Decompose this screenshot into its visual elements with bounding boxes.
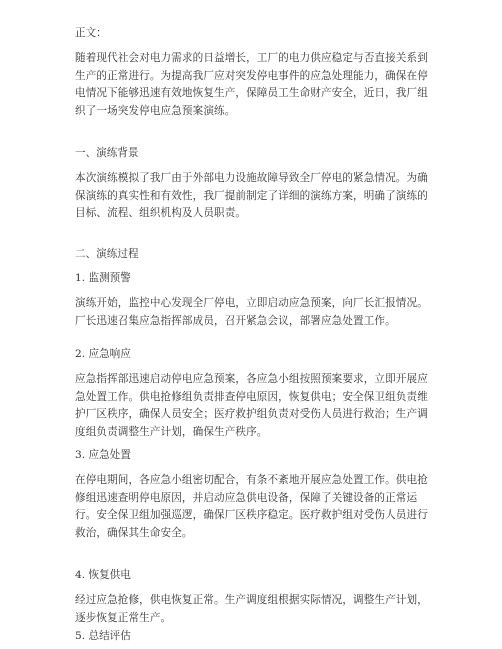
body-label: 正文：	[75, 27, 107, 39]
intro-paragraph: 随着现代社会对电力需求的日益增长，工厂的电力供应稳定与否直接关系到生产的正常进行。为提高我厂应对突发停电事件的应急处理能力，确保在停电情况下能够迅速有效地恢复生产，保障员工生命财产安全，近日，我厂组织了一场突发停电应急预案演练。	[75, 52, 428, 117]
step-body-handling: 在停电期间，各应急小组密切配合，有条不紊地开展应急处置工作。供电抢修组迅速查明停电原因，并启动应急供电设备，保障了关键设备的正常运行。安全保卫组加强巡逻，确保厂区秩序稳定。医疗救护组对受伤人员进行救治，确保其生命安全。	[75, 474, 428, 539]
section-heading-process: 二、演练过程	[75, 248, 139, 260]
step-heading-monitoring: 1. 监测预警	[75, 272, 131, 284]
step-body-response: 应急指挥部迅速启动停电应急预案，各应急小组按照预案要求，立即开展应急处置工作。供电抢修组负责排查停电原因，恢复供电；安全保卫组负责维护厂区秩序，确保人员安全；医疗救护组负责对受伤人员进行救治；生产调度组负责调整生产计划，确保生产秩序。	[75, 373, 428, 438]
step-body-monitoring: 演练开始，监控中心发现全厂停电，立即启动应急预案，向厂长汇报情况。厂长迅速召集应急指挥部成员，召开紧急会议，部署应急处置工作。	[75, 297, 428, 327]
section-heading-background: 一、演练背景	[75, 147, 139, 159]
step-heading-restore: 4. 恢复供电	[75, 569, 131, 581]
background-paragraph: 本次演练模拟了我厂由于外部电力设施故障导致全厂停电的紧急情况。为确保演练的真实性和有效性，我厂提前制定了详细的演练方案，明确了演练的目标、流程、组织机构及人员职责。	[75, 172, 428, 219]
step-body-restore: 经过应急抢修，供电恢复正常。生产调度组根据实际情况，调整生产计划，逐步恢复正常生产。	[75, 594, 428, 624]
step-heading-summary: 5. 总结评估	[75, 630, 131, 642]
step-heading-handling: 3. 应急处置	[75, 449, 131, 461]
step-heading-response: 2. 应急响应	[75, 348, 131, 360]
